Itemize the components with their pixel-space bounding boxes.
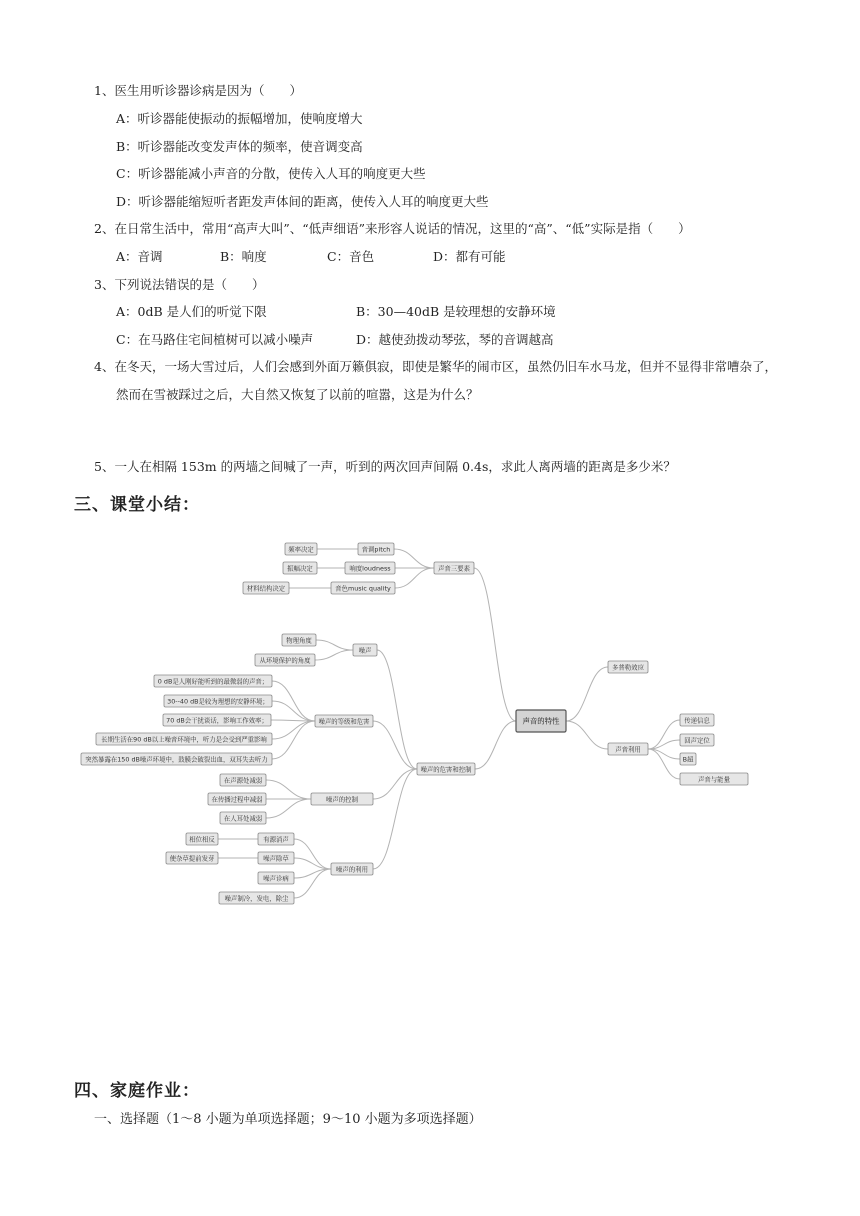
mindmap-node-label: B超 — [682, 755, 694, 764]
mindmap-node-label: 0 dB是人刚好能听到的最微弱的声音； — [157, 677, 269, 686]
mindmap-connector-n1c — [395, 568, 434, 588]
mindmap-node-label: 噪声制冷，发电，除尘 — [224, 894, 289, 903]
question-4-stem-line-1: 4、在冬天，一场大雪过后，人们会感到外面万籁俱寂，即使是繁华的闹市区，虽然仍旧车水马龙，但并不显得非常嘈杂了， — [94, 359, 777, 374]
mindmap-node-n2b5 — [81, 753, 272, 765]
mindmap-connector-n2c3 — [266, 799, 311, 818]
mindmap-node-n1c — [331, 582, 395, 594]
question-2-option-b: B：响度 — [220, 249, 267, 264]
mindmap-node-n1 — [434, 562, 474, 574]
mindmap-node-label: 材料结构决定 — [246, 584, 286, 593]
mindmap-node-n2c2 — [208, 793, 266, 805]
mindmap-node-label: 多普勒效应 — [612, 663, 644, 672]
mindmap-node-n4b — [680, 734, 714, 746]
mindmap-connector-n2b2 — [272, 701, 315, 721]
mindmap-node-n2d — [331, 863, 373, 875]
question-1-option-d: D：听诊器能缩短听者距发声体间的距离，使传入人耳的响度更大些 — [116, 194, 489, 209]
mindmap-node-n2d2 — [258, 852, 294, 864]
mindmap-node-n2b2 — [164, 695, 272, 707]
mindmap-node-n2a2 — [255, 654, 315, 666]
mindmap-node-n2d2a — [166, 852, 218, 864]
mindmap-node-label: 在传播过程中减弱 — [211, 795, 263, 804]
mindmap-connector-n1 — [474, 568, 516, 721]
mindmap-node-n2a1 — [282, 634, 316, 646]
mindmap-node-label: 噪声的利用 — [336, 865, 368, 874]
mindmap-node-label: 噪声的控制 — [326, 795, 358, 804]
mindmap-node-label: 回声定位 — [684, 736, 710, 745]
mindmap-node-label: 有源消声 — [263, 835, 289, 844]
question-5-stem: 5、一人在相隔 153m 的两墙之间喊了一声，听到的两次回声间隔 0.4s，求此人离两墙的距离是多少米？ — [94, 459, 676, 474]
mindmap-root-node — [516, 710, 566, 732]
mindmap-node-label: 噪声除草 — [263, 854, 289, 863]
question-4-stem-line-2: 然而在雪被踩过之后，大自然又恢复了以前的喧嚣，这是为什么？ — [116, 387, 479, 402]
mindmap-node-label: 声音的特性 — [522, 716, 560, 726]
mindmap-node-n2d1a — [186, 833, 218, 845]
mindmap-node-n4d — [680, 773, 748, 785]
mindmap-connector-n2b4 — [272, 721, 315, 739]
mindmap-node-n4 — [608, 743, 648, 755]
mindmap-node-label: 响度loudness — [349, 564, 391, 573]
question-3-option-c: C：在马路住宅间植树可以减小噪声 — [116, 332, 314, 347]
question-1-option-c: C：听诊器能减小声音的分散，使传入人耳的响度更大些 — [116, 166, 426, 181]
mindmap-connector-n2a — [377, 650, 417, 769]
mindmap-node-label: 噪声 — [358, 646, 372, 655]
mindmap-node-n1a1 — [285, 543, 317, 555]
question-2-option-d: D：都有可能 — [433, 249, 506, 264]
mindmap-connector-n2b5 — [272, 721, 315, 759]
mindmap-node-label: 使杂草提前发芽 — [169, 854, 215, 863]
mindmap-connector-n4 — [566, 721, 608, 749]
mindmap-node-label: 噪声的危害和控制 — [420, 765, 472, 774]
mindmap-node-label: 振幅决定 — [287, 564, 313, 573]
mindmap-connector-n2d2 — [294, 858, 331, 869]
question-3-stem: 3、下列说法错误的是（ ） — [94, 277, 265, 292]
mindmap-node-label: 音调pitch — [361, 545, 391, 554]
mindmap-node-label: 长期生活在90 dB以上噪音环境中，听力是会受到严重影响 — [101, 735, 267, 744]
mindmap-node-n2a — [353, 644, 377, 656]
mindmap-connector-n2d1 — [294, 839, 331, 869]
mindmap-node-n2c1 — [220, 774, 266, 786]
question-3-option-d: D：越使劲拨动琴弦，琴的音调越高 — [356, 332, 554, 347]
question-1-option-a: A：听诊器能使振动的振幅增加，使响度增大 — [116, 111, 363, 126]
mindmap-connector-n2c1 — [266, 780, 311, 799]
mindmap-connector-n2a2 — [315, 650, 353, 660]
mindmap-node-n1c1 — [243, 582, 289, 594]
section-3-heading: 三、课堂小结： — [74, 495, 200, 515]
mindmap-node-label: 传递信息 — [684, 716, 710, 725]
mindmap-node-n2b3 — [163, 714, 271, 726]
mindmap-node-label: 从环境保护的角度 — [259, 656, 311, 665]
mindmap-node-n1b1 — [283, 562, 317, 574]
mindmap-node-label: 声音与能量 — [698, 775, 730, 784]
mindmap-connector-n2b1 — [272, 681, 315, 721]
mindmap-connector-n2 — [475, 721, 516, 769]
mindmap-connector-n1a — [394, 549, 434, 568]
mindmap-node-n3 — [608, 661, 648, 673]
section-4-heading: 四、家庭作业： — [74, 1081, 200, 1101]
question-1-option-b: B：听诊器能改变发声体的频率，使音调变高 — [116, 139, 363, 154]
mindmap-node-label: 声音利用 — [615, 745, 641, 754]
mindmap-node-label: 在声源处减弱 — [223, 776, 263, 785]
mindmap-node-label: 噪声诊病 — [263, 874, 289, 883]
question-3-option-b: B：30—40dB 是较理想的安静环境 — [356, 304, 556, 319]
mindmap-connector-n3 — [566, 667, 608, 721]
mindmap-node-label: 30--40 dB是较为理想的安静环境； — [167, 697, 269, 706]
mindmap-node-n1a — [358, 543, 394, 555]
question-2-stem: 2、在日常生活中，常用“高声大叫”、“低声细语”来形容人说话的情况，这里的“高”、“低”实际是指（ ） — [94, 221, 691, 236]
mindmap-connector-n2c — [373, 769, 417, 799]
mindmap-node-label: 物理角度 — [286, 636, 312, 645]
section-4-subtitle: 一、选择题（1～8 小题为单项选择题；9～10 小题为多项选择题） — [94, 1112, 482, 1127]
mindmap-node-label: 声音三要素 — [438, 564, 470, 573]
mindmap-node-n2d3 — [258, 872, 294, 884]
mindmap-node-n4a — [680, 714, 714, 726]
mindmap-node-n2c — [311, 793, 373, 805]
question-2-option-c: C：音色 — [327, 249, 375, 264]
mindmap-node-n2c3 — [220, 812, 266, 824]
mindmap-node-n2b1 — [154, 675, 272, 687]
question-3-option-a: A：0dB 是人们的听觉下限 — [116, 304, 267, 319]
mindmap-node-label: 噪声的等级和危害 — [318, 717, 370, 726]
mindmap-node-n1b — [345, 562, 395, 574]
mindmap-node-n2d1 — [258, 833, 294, 845]
mindmap-node-n2d4 — [219, 892, 294, 904]
question-1-stem: 1、医生用听诊器诊病是因为（ ） — [94, 83, 302, 98]
sound-properties-mindmap — [0, 530, 860, 910]
mindmap-node-label: 频率决定 — [288, 545, 314, 554]
mindmap-node-label: 70 dB会干扰谈话，影响工作效率； — [166, 716, 268, 725]
mindmap-node-n2b4 — [96, 733, 272, 745]
mindmap-node-label: 突然暴露在150 dB噪声环境中，鼓膜会破裂出血，双耳失去听力 — [85, 755, 268, 764]
mindmap-node-label: 在人耳处减弱 — [223, 814, 263, 823]
mindmap-connector-n2a1 — [316, 640, 353, 650]
mindmap-node-n4c — [680, 753, 696, 765]
mindmap-node-label: 相位相反 — [189, 835, 215, 844]
mindmap-node-n2 — [417, 763, 475, 775]
mindmap-node-n2b — [315, 715, 373, 727]
mindmap-connectors — [218, 549, 680, 898]
mindmap-connector-n2b — [373, 721, 417, 769]
question-2-option-a: A：音调 — [116, 249, 163, 264]
mindmap-node-label: 音色music quality — [335, 584, 391, 593]
